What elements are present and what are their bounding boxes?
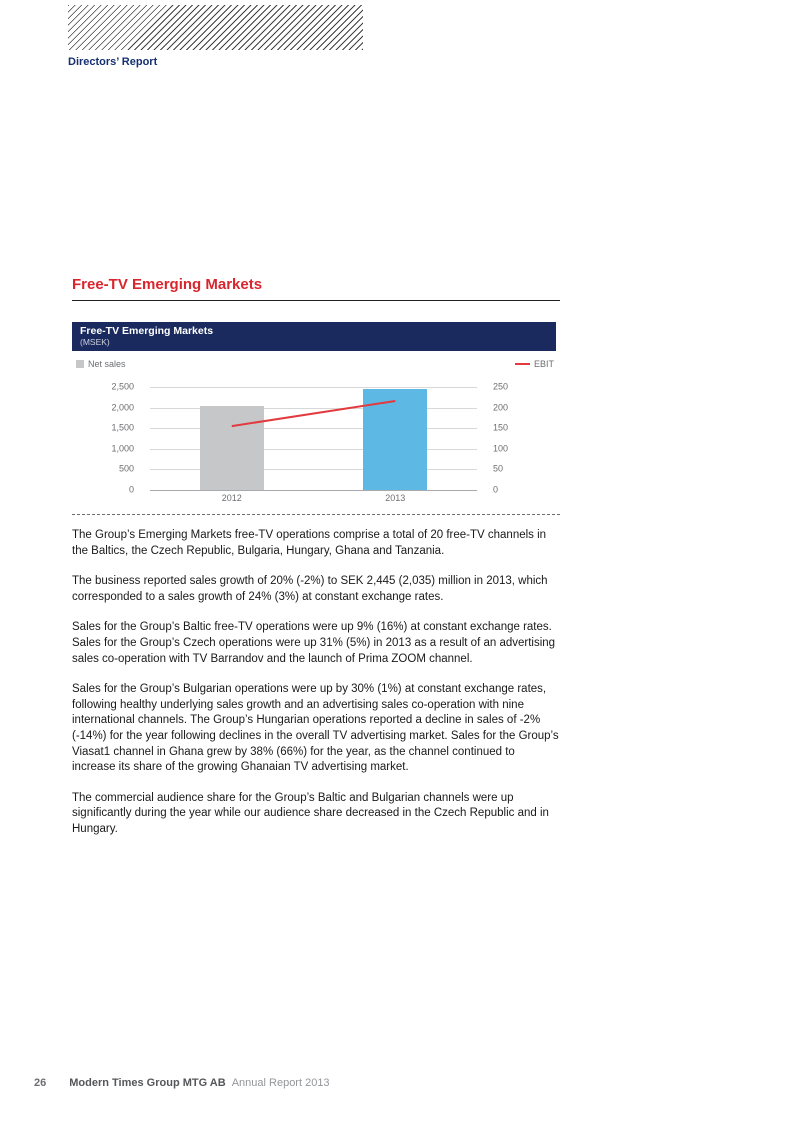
chart-legend [72,358,556,370]
net-sales-legend-label: Net sales [88,359,126,369]
chart-plot-area [72,381,556,495]
chart-plot [150,387,477,490]
dashed-divider [72,514,560,515]
ebit-line [150,387,477,490]
paragraph: The commercial audience share for the Group’s Baltic and Bulgarian channels were up significantly during the year while our audience share decreased in the Czech Republic and in Hungary. [72,791,549,835]
chart-unit-label: (MSEK) [80,337,110,347]
left-tick: 2,000 [111,402,134,413]
body-text [72,528,560,853]
right-tick: 200 [493,402,509,413]
net-sales-swatch-icon [76,360,84,368]
right-tick: 150 [493,422,509,433]
x-axis-labels [72,493,556,507]
chart-panel [72,322,556,507]
chart-title: Free-TV Emerging Markets [80,325,214,337]
right-tick: 0 [493,484,499,495]
left-axis-ticks [72,381,142,495]
page-number: 26 [34,1077,47,1089]
left-tick: 0 [128,484,134,495]
paragraph: The business reported sales growth of 20% (-2%) to SEK 2,445 (2,035) million in 2013, which corresponded to a sales growth of 24% (3%) at constant exchange rates. [72,575,548,603]
chart-header [72,322,556,351]
left-tick: 500 [118,463,134,474]
gridline [150,490,477,491]
paragraph: Sales for the Group’s Bulgarian operations were up by 30% (1%) at constant exchange rates, following healthy underlying sales growth and an advertising sales co-operation with nine international channels. The Group’s Hungarian operations reported a decline in sales of -2% (-14%) for the year following declines in the overall TV advertising market. Sales for the Group’s Viasat1 channel in Ghana grew by 38% (66%) for the year, as the channel continued to increase its share of the growing Ghanaian TV advertising market. [72,683,559,774]
legend-item-ebit [515,359,554,369]
ebit-legend-label: EBIT [533,359,554,369]
right-tick: 50 [493,463,504,474]
footer-company: Modern Times Group MTG AB [69,1077,226,1089]
left-tick: 1,500 [111,422,134,433]
paragraph: Sales for the Group’s Baltic free-TV operations were up 9% (16%) at constant exchange rates. Sales for the Group’s Czech operations were up 31% (5%) in 2013 as a result of an advertising sales co-operation with TV Barrandov and the launch of Prima ZOOM channel. [72,621,556,665]
right-tick: 100 [493,443,509,454]
right-tick: 250 [493,381,509,392]
x-label-2013: 2013 [385,493,406,503]
page-footer [34,1077,330,1089]
right-axis-ticks [485,381,555,495]
legend-item-net-sales [76,359,126,369]
section-kicker: Directors’ Report [68,56,158,68]
ebit-line-swatch-icon [515,363,530,365]
footer-report-title: Annual Report 2013 [231,1077,330,1089]
page-title: Free-TV Emerging Markets [72,276,263,293]
hatch-pattern-graphic [68,5,363,50]
x-label-2012: 2012 [221,493,242,503]
paragraph: The Group’s Emerging Markets free-TV operations comprise a total of 20 free-TV channels in the Baltics, the Czech Republic, Bulgaria, Hungary, Ghana and Tanzania. [72,529,547,557]
title-rule [72,300,560,301]
left-tick: 1,000 [111,443,134,454]
left-tick: 2,500 [111,381,134,392]
